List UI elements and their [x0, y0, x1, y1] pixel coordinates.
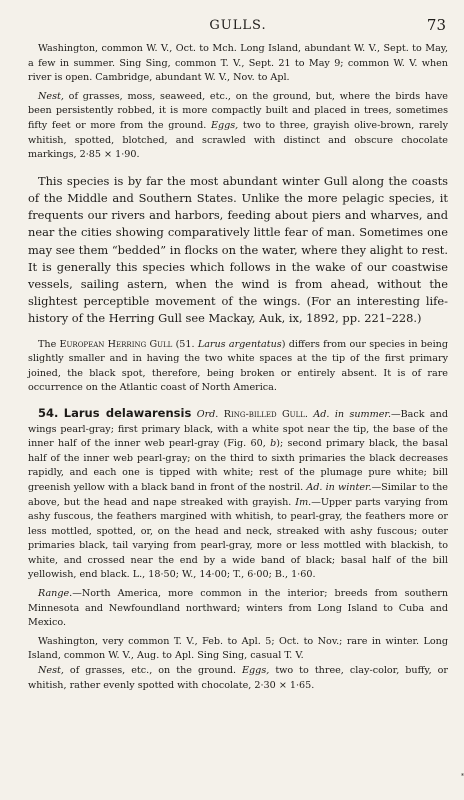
species-common-name: Ring-billed Gull. — [223, 408, 308, 420]
order-label: Ord. — [196, 408, 219, 420]
nest-paragraph-herring — [28, 90, 448, 163]
adult-winter-label: Ad. in winter. — [306, 481, 372, 493]
immature-label: Im. — [295, 496, 312, 508]
latin-name-argentatus: Larus argentatus — [197, 338, 282, 350]
nest-paragraph-ringbilled: Nest, of grasses, etc., on the ground. Eggs, two to three, clay-color, buffy, or whitish, rather evenly spotted with chocolate, 2·30 × 1·65. — [28, 665, 448, 691]
species-number: 54. — [38, 405, 59, 420]
running-title: GULLS. — [209, 18, 267, 33]
records-paragraph-herring: Washington, common W. V., Oct. to Mch. Long Island, abundant W. V., Sept. to May, a few in summer. Sing Sing, common T. V., Sept. 21 to May 9; common W. V. when river is open. Cambridge, abundant W. V., Nov. to Apl. — [28, 43, 448, 84]
european-herring-gull-note: The European Herring Gull (51. Larus argentatus) differs from our species in being slightly smaller and in having the two white spaces at the tip of the first primary joined, the black spot, therefore, being broken or entirely absent. It is of rare occurrence on the Atlantic coast of North America. — [28, 338, 448, 394]
running-head — [28, 14, 448, 42]
nest-text: of grasses, moss, seaweed, etc., on the ground, but, where the birds have been persistently robbed, it is more compactly built and placed in trees, sometimes fifty feet or more from the ground. — [28, 90, 448, 131]
figure-ref-b: b — [270, 438, 277, 450]
species-54-account: 54. Larus delawarensis Ord. Ring-billed Gull. Ad. in summer.—Back and wings pearl-gray; first primary black, with a white spot near the tip, the base of the inner half of the inner web pearl-gray (Fig. 60, b); second primary black, the basal half of the inner web pearl-gray; on the third to sixth primaries the black decreases rapidly, and each one is tipped with white; rest of the plumage pure white; bill greenish yellow with a black band in front of the nostril. Ad. in winter.—Similar to the above, but the head and nape streaked with grayish. Im.—Upper parts varying from ashy fuscous, the feathers margined with whitish, to pearl-gray, the feathers more or less mottled, spotted, or, on the head and neck, streaked with ashy fuscous; outer primaries black, tail varying from pearl-gray, more or less mottled with blackish, to white, and crossed near the end by a wide band of black; basal half of the bill yellowish, end black. L., 18·50; W., 14·00; T., 6·00; B., 1·60. — [28, 405, 448, 581]
nest-label: Nest, — [38, 90, 64, 102]
printer-mark: * — [461, 773, 464, 780]
range-label: Range. — [38, 588, 73, 600]
page-number: 73 — [426, 16, 446, 34]
adult-summer-label: Ad. in summer. — [313, 408, 391, 420]
herring-gull-description: This species is by far the most abundant winter Gull along the coasts of the Middle and Southern States. Unlike the more pelagic species, it frequents our rivers and harbors, feeding about piers and wharves, and near the cities showing comparatively little fear of man. Sometimes one may see them “bedded” in flocks on the water, where they alight to rest. It is generally this species which follows in the wake of our coastwise vessels, sailing astern, when the wind is from ahead, without the slightest perceptible movement of the wings. (For an interesting life-history of the Herring Gull see Mackay, Auk, ix, 1892, pp. 221–228.) — [28, 173, 448, 326]
nest-label-2: Nest, — [38, 665, 64, 677]
records-paragraph-ringbilled: Washington, very common T. V., Feb. to Apl. 5; Oct. to Nov.; rare in winter. Long Island, common W. V., Aug. to Apl. Sing Sing, casual T. V. — [28, 635, 448, 662]
eggs-label-2: Eggs, — [242, 665, 270, 677]
range-paragraph: Range.—North America, more common in the interior; breeds from southern Minnesota and Newfoundland northward; winters from Long Island to Cuba and Mexico. — [28, 588, 448, 629]
european-herring-gull-name: European Herring Gull — [59, 338, 173, 350]
species-latin-name: Larus delawarensis — [63, 405, 192, 420]
eggs-label: Eggs, — [210, 119, 239, 131]
eggs-text: two to three, grayish olive-brown, rarely whitish, spotted, blotched, and scrawled with distinct and obscure chocolate markings, 2·85 × 1·90. — [28, 119, 448, 161]
